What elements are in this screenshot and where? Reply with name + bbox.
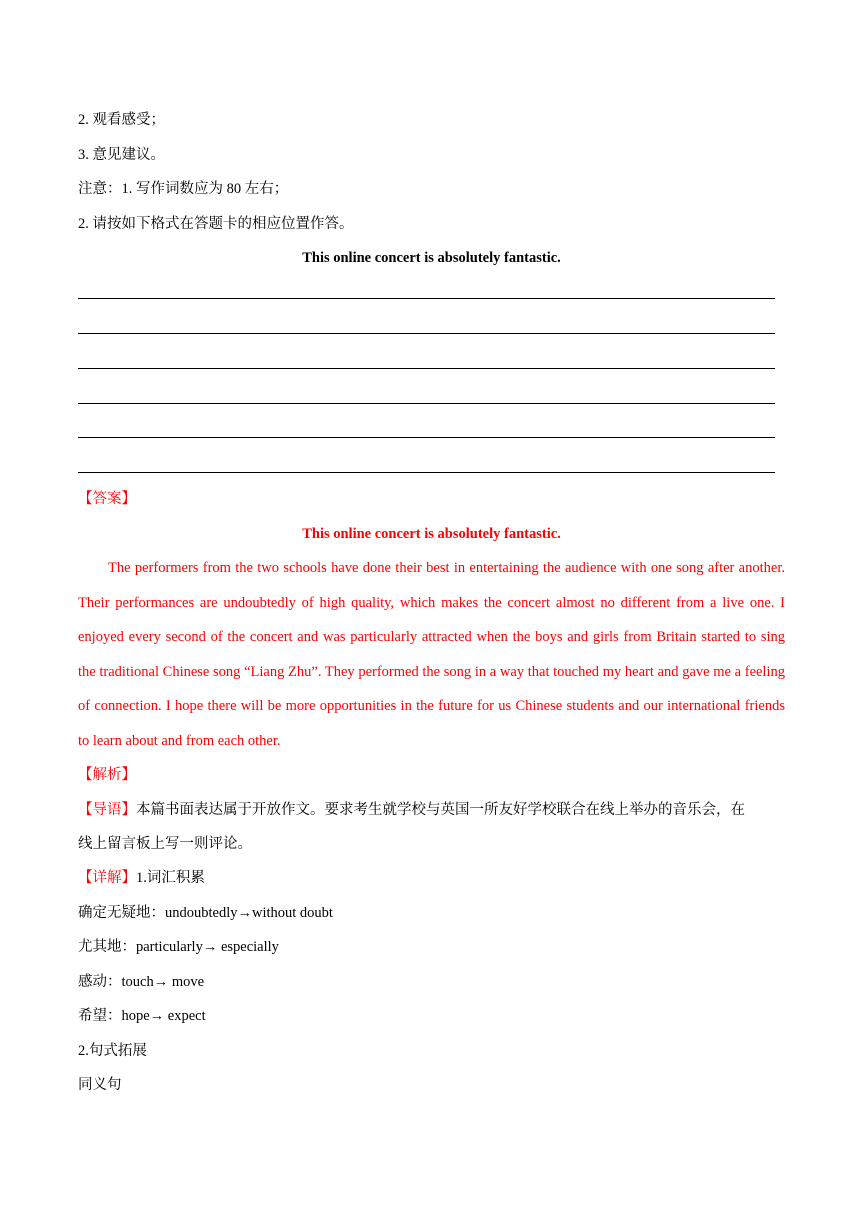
note-line-2: 2. 请按如下格式在答题卡的相应位置作答。 [78, 216, 354, 232]
vocab-item: 尤其地：particularly→ especially [78, 939, 279, 955]
answer-rule-5 [78, 437, 775, 438]
guide-label: 【导语】 [78, 802, 136, 818]
detail-title: 1.词汇积累 [136, 870, 205, 886]
answer-rule-1 [78, 298, 775, 299]
analysis-header: 【解析】 [78, 767, 136, 783]
requirement-item-3: 3. 意见建议。 [78, 147, 165, 163]
sentence-expand-heading: 2.句式拓展 [78, 1043, 147, 1059]
answer-rule-2 [78, 333, 775, 334]
answer-rule-6 [78, 472, 775, 473]
answer-title: This online concert is absolutely fantastic. [302, 526, 561, 542]
guide-text-1: 本篇书面表达属于开放作文。要求考生就学校与英国一所友好学校联合在线上举办的音乐会，在 [136, 802, 745, 818]
requirement-item-2: 2. 观看感受； [78, 112, 165, 128]
detail-label: 【详解】 [78, 870, 136, 886]
guide-line-2: 线上留言板上写一则评论。 [78, 836, 252, 852]
note-line-1: 注意：1. 写作词数应为 80 左右； [78, 181, 289, 197]
prompt-sentence: This online concert is absolutely fantastic. [302, 250, 561, 266]
answer-header: 【答案】 [78, 491, 136, 507]
vocab-item: 感动：touch→ move [78, 974, 205, 990]
vocab-item: 确定无疑地：undoubtedly→without doubt [78, 905, 333, 921]
detail-line [78, 868, 205, 888]
vocab-item: 希望：hope→ expect [78, 1008, 206, 1024]
synonym-heading: 同义句 [78, 1077, 122, 1093]
answer-paragraph: The performers from the two schools have done their best in entertaining the audience with one song after another. Their performances are undoubtedly of high quality, which makes the concert almost no different from a live one. I enjoyed every second of the concert and was particularly attracted when the boys and girls from Britain started to sing the traditional Chinese song “Liang Zhu”. They performed the song in a way that touched my heart and gave me a feeling of connection. I hope there will be more opportunities in the future for us Chinese students and our international friends to learn about and from each other. [78, 560, 785, 749]
answer-rule-4 [78, 403, 775, 404]
answer-rule-3 [78, 368, 775, 369]
guide-line-1 [78, 800, 745, 820]
